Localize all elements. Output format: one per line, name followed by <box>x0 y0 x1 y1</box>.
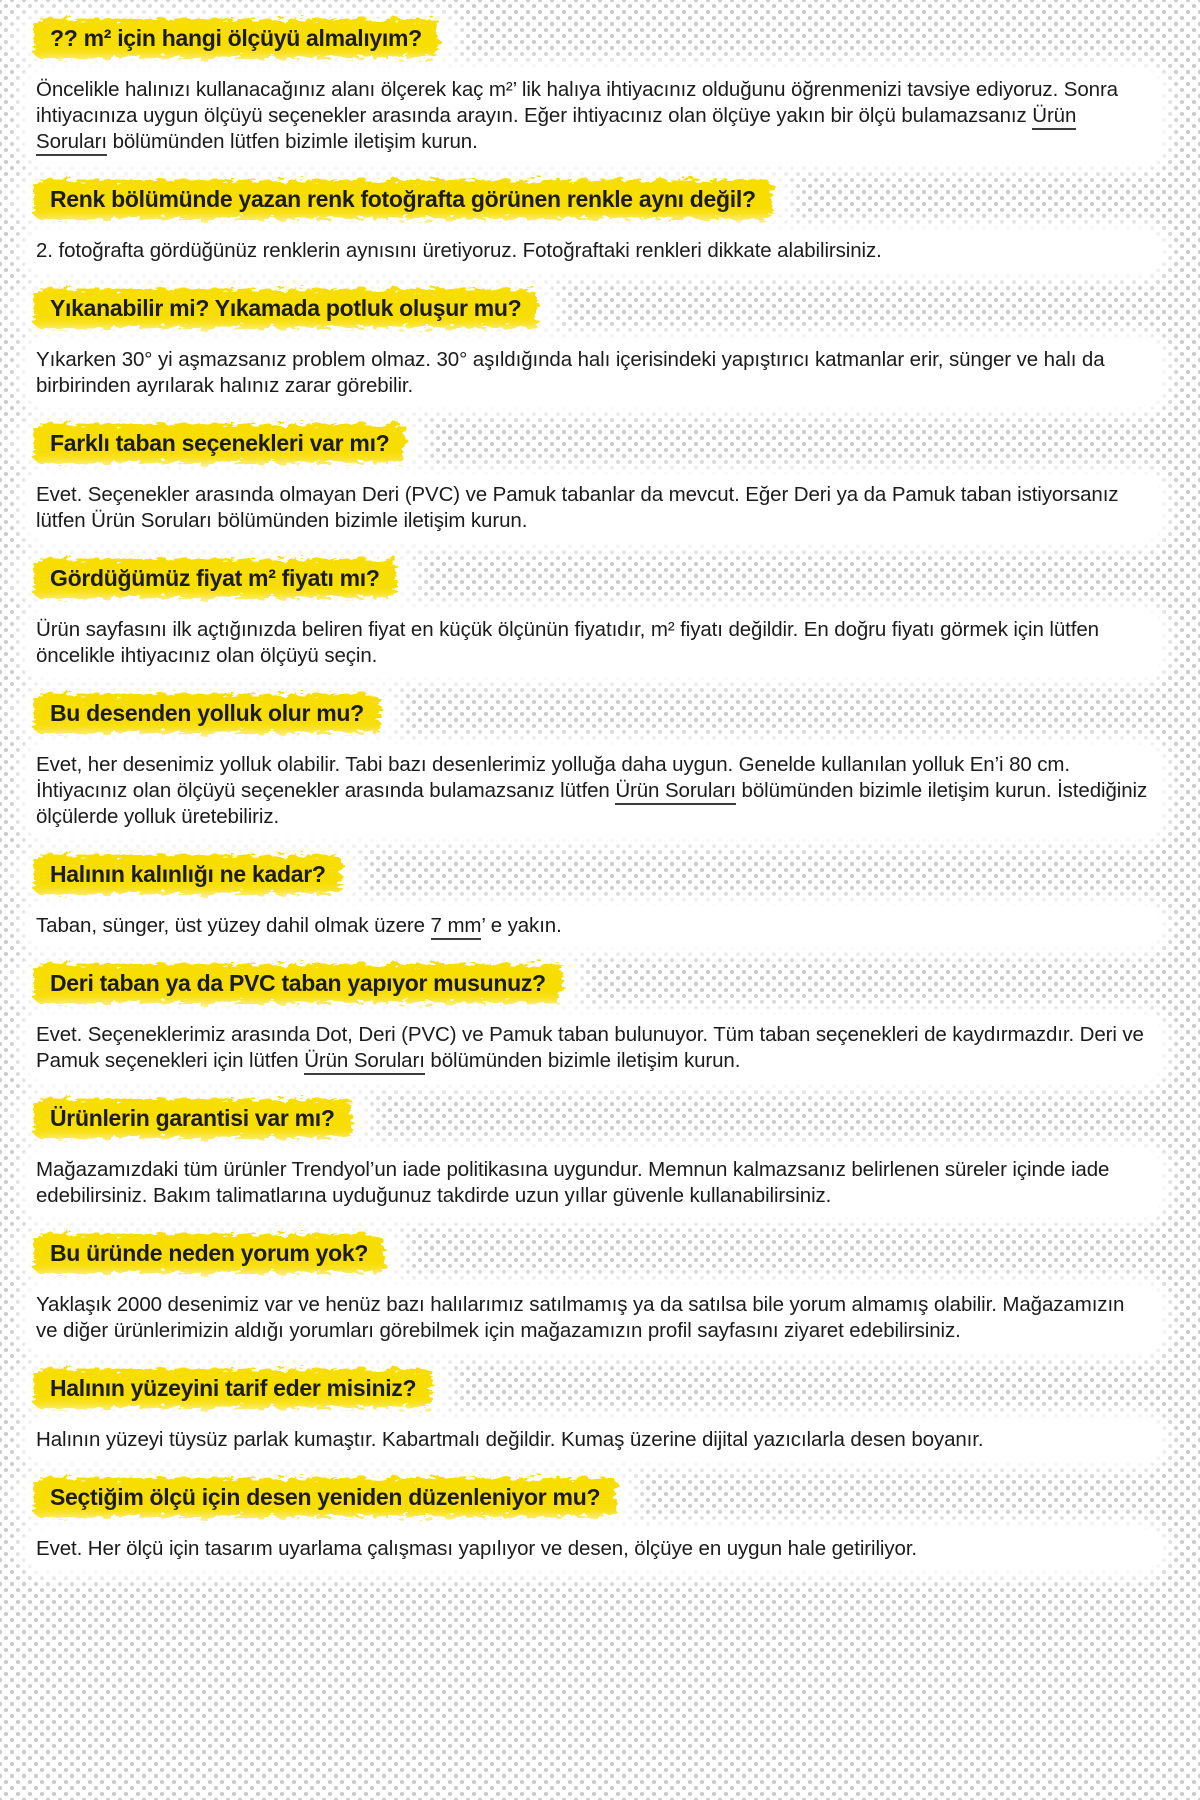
answer-segment: Evet. Seçeneklerimiz arasında Dot, Deri (PVC) ve Pamuk taban bulunuyor. Tüm taban seçenekleri de kaydırmazdır. Deri ve Pamuk seçenekleri için lütfen <box>36 1023 1144 1072</box>
answer-text <box>28 231 1160 272</box>
question-highlight: Ürünlerin garantisi var mı? <box>34 1096 353 1140</box>
question-highlight: Bu desenden yolluk olur mu? <box>34 691 382 735</box>
answer-text <box>28 1285 1160 1352</box>
faq-item <box>34 556 1168 677</box>
question-highlight: Halının kalınlığı ne kadar? <box>34 852 344 896</box>
answer-underlined-segment: Ürün Soruları <box>36 104 1076 156</box>
answer-segment: 2. fotoğrafta gördüğünüz renklerin aynısını üretiyoruz. Fotoğraftaki renkleri dikkate alabilirsiniz. <box>36 239 882 262</box>
question-highlight: Seçtiğim ölçü için desen yeniden düzenleniyor mu? <box>34 1475 618 1519</box>
faq-item <box>34 421 1168 542</box>
faq-item <box>34 1475 1168 1570</box>
faq-item <box>34 177 1168 272</box>
question-highlight: Gördüğümüz fiyat m² fiyatı mı? <box>34 556 398 600</box>
question-highlight: Renk bölümünde yazan renk fotoğrafta görünen renkle aynı değil? <box>34 177 774 221</box>
answer-text <box>28 70 1160 163</box>
answer-segment: Ürün sayfasını ilk açtığınızda beliren fiyat en küçük ölçünün fiyatıdır, m² fiyatı değildir. En doğru fiyatı görmek için lütfen öncelikle ihtiyacınız olan ölçüyü seçin. <box>36 618 1099 667</box>
answer-segment: bölümünden bizimle iletişim kurun. <box>424 1049 741 1072</box>
answer-underlined-segment: 7 mm <box>431 914 482 940</box>
answer-segment: bölümünden bizimle iletişim kurun. İstediğiniz ölçülerde yolluk üretebiliriz. <box>36 779 1148 828</box>
question-highlight: ?? m² için hangi ölçüyü almalıyım? <box>34 16 440 60</box>
answer-text <box>28 340 1160 407</box>
answer-segment: bölümünden lütfen bizimle iletişim kurun. <box>106 130 478 153</box>
answer-segment: Yaklaşık 2000 desenimiz var ve henüz bazı halılarımız satılmamış ya da satılsa bile yorum almamış olabilir. Mağazamızın ve diğer ürünlerimizin aldığı yorumları görebilmek için mağazamızın profil sayfasını ziyaret edebilirsiniz. <box>36 1293 1125 1342</box>
faq-item <box>34 852 1168 947</box>
answer-segment: Evet. Her ölçü için tasarım uyarlama çalışması yapılıyor ve desen, ölçüye en uygun hale getiriliyor. <box>36 1537 918 1560</box>
answer-segment: Mağazamızdaki tüm ürünler Trendyol’un iade politikasına uygundur. Memnun kalmazsanız belirlenen süreler içinde iade edebilirsiniz. Bakım talimatlarına uyduğunuz takdirde uzun yıllar güvenle kullanabilirsiniz. <box>36 1158 1110 1207</box>
answer-segment: Evet. Seçenekler arasında olmayan Deri (PVC) ve Pamuk tabanlar da mevcut. Eğer Deri ya da Pamuk taban istiyorsanız lütfen Ürün Soruları bölümünden bizimle iletişim kurun. <box>36 483 1119 532</box>
question-highlight: Deri taban ya da PVC taban yapıyor musunuz? <box>34 961 564 1005</box>
answer-segment: ’ e yakın. <box>481 914 562 937</box>
answer-segment: Halının yüzeyi tüysüz parlak kumaştır. Kabartmalı değildir. Kumaş üzerine dijital yazıcılarla desen boyanır. <box>36 1428 984 1451</box>
faq-item <box>34 16 1168 163</box>
answer-underlined-segment: Ürün Soruları <box>304 1049 425 1075</box>
answer-text <box>28 1015 1160 1082</box>
answer-text <box>28 906 1160 947</box>
answer-segment: Taban, sünger, üst yüzey dahil olmak üzere <box>36 914 431 937</box>
question-highlight: Yıkanabilir mi? Yıkamada potluk oluşur mu? <box>34 286 539 330</box>
question-highlight: Halının yüzeyini tarif eder misiniz? <box>34 1366 434 1410</box>
faq-item <box>34 1366 1168 1461</box>
answer-segment: Evet, her desenimiz yolluk olabilir. Tabi bazı desenlerimiz yolluğa daha uygun. Genelde kullanılan yolluk En’i 80 cm. İhtiyacınız olan ölçüyü seçenekler arasında bulamazsanız lütfen <box>36 753 1071 802</box>
answer-text <box>28 1529 1160 1570</box>
answer-text <box>28 1420 1160 1461</box>
answer-text <box>28 745 1160 838</box>
answer-segment: Yıkarken 30° yi aşmazsanız problem olmaz. 30° aşıldığında halı içerisindeki yapıştırıcı katmanlar erir, sünger ve halı da birbirinden ayrılarak halınız zarar görebilir. <box>36 348 1105 397</box>
faq-item <box>34 1096 1168 1217</box>
answer-segment: Öncelikle halınızı kullanacağınız alanı ölçerek kaç m²’ lik halıya ihtiyacınız olduğunu öğrenmenizi tavsiye ediyoruz. Sonra ihtiyacınıza uygun ölçüyü seçenekler arasında arayın. Eğer ihtiyacınız olan ölçüye yakın bir ölçü bulamazsanız <box>36 78 1118 127</box>
answer-text <box>28 1150 1160 1217</box>
faq-item <box>34 961 1168 1082</box>
question-highlight: Bu üründe neden yorum yok? <box>34 1231 386 1275</box>
faq-item <box>34 1231 1168 1352</box>
faq-item <box>34 286 1168 407</box>
faq-item <box>34 691 1168 838</box>
answer-underlined-segment: Ürün Soruları <box>615 779 736 805</box>
answer-text <box>28 610 1160 677</box>
question-highlight: Farklı taban seçenekleri var mı? <box>34 421 407 465</box>
answer-text <box>28 475 1160 542</box>
